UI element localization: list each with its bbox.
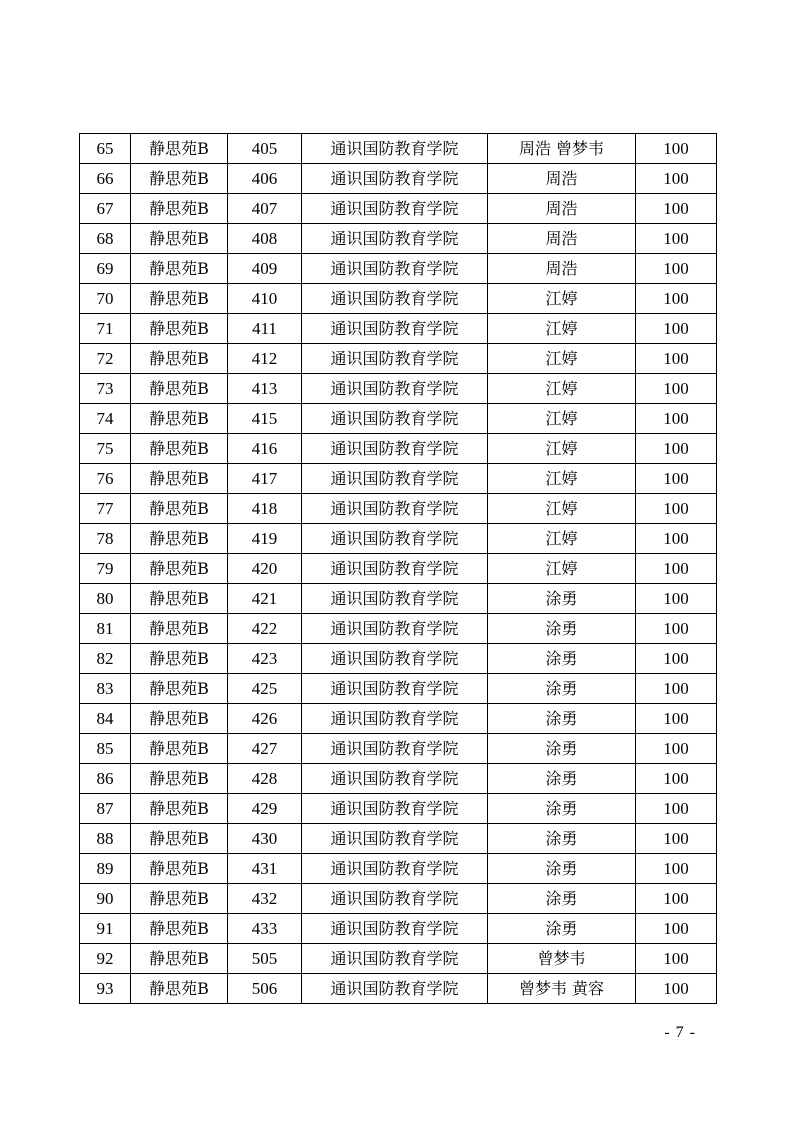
cell-building: 静思苑B bbox=[131, 524, 228, 554]
cell-capacity: 100 bbox=[636, 824, 717, 854]
cell-building: 静思苑B bbox=[131, 734, 228, 764]
cell-person: 涂勇 bbox=[488, 794, 636, 824]
cell-college: 通识国防教育学院 bbox=[302, 794, 488, 824]
cell-college: 通识国防教育学院 bbox=[302, 884, 488, 914]
page-number: - 7 - bbox=[664, 1024, 696, 1041]
cell-college: 通识国防教育学院 bbox=[302, 404, 488, 434]
cell-building: 静思苑B bbox=[131, 284, 228, 314]
table-row bbox=[80, 584, 717, 614]
cell-building: 静思苑B bbox=[131, 494, 228, 524]
table-row bbox=[80, 494, 717, 524]
cell-college: 通识国防教育学院 bbox=[302, 434, 488, 464]
table-row bbox=[80, 284, 717, 314]
cell-college: 通识国防教育学院 bbox=[302, 764, 488, 794]
cell-person: 涂勇 bbox=[488, 764, 636, 794]
cell-college: 通识国防教育学院 bbox=[302, 314, 488, 344]
cell-college: 通识国防教育学院 bbox=[302, 284, 488, 314]
cell-capacity: 100 bbox=[636, 734, 717, 764]
cell-building: 静思苑B bbox=[131, 974, 228, 1004]
cell-building: 静思苑B bbox=[131, 134, 228, 164]
cell-college: 通识国防教育学院 bbox=[302, 914, 488, 944]
cell-number: 72 bbox=[80, 344, 131, 374]
cell-number: 76 bbox=[80, 464, 131, 494]
cell-capacity: 100 bbox=[636, 554, 717, 584]
cell-building: 静思苑B bbox=[131, 884, 228, 914]
cell-college: 通识国防教育学院 bbox=[302, 614, 488, 644]
cell-building: 静思苑B bbox=[131, 554, 228, 584]
cell-building: 静思苑B bbox=[131, 644, 228, 674]
cell-room: 415 bbox=[228, 404, 302, 434]
cell-room: 422 bbox=[228, 614, 302, 644]
cell-building: 静思苑B bbox=[131, 794, 228, 824]
cell-capacity: 100 bbox=[636, 764, 717, 794]
cell-room: 430 bbox=[228, 824, 302, 854]
table-row bbox=[80, 464, 717, 494]
cell-room: 431 bbox=[228, 854, 302, 884]
cell-building: 静思苑B bbox=[131, 944, 228, 974]
cell-room: 432 bbox=[228, 884, 302, 914]
cell-person: 涂勇 bbox=[488, 734, 636, 764]
cell-person: 周浩 曾梦韦 bbox=[488, 134, 636, 164]
cell-building: 静思苑B bbox=[131, 764, 228, 794]
cell-number: 83 bbox=[80, 674, 131, 704]
table-row bbox=[80, 434, 717, 464]
table-row bbox=[80, 254, 717, 284]
cell-room: 417 bbox=[228, 464, 302, 494]
cell-building: 静思苑B bbox=[131, 164, 228, 194]
cell-building: 静思苑B bbox=[131, 344, 228, 374]
table-row bbox=[80, 674, 717, 704]
cell-building: 静思苑B bbox=[131, 314, 228, 344]
cell-room: 410 bbox=[228, 284, 302, 314]
table-row bbox=[80, 344, 717, 374]
cell-building: 静思苑B bbox=[131, 854, 228, 884]
cell-college: 通识国防教育学院 bbox=[302, 974, 488, 1004]
cell-room: 425 bbox=[228, 674, 302, 704]
cell-number: 84 bbox=[80, 704, 131, 734]
cell-building: 静思苑B bbox=[131, 254, 228, 284]
cell-number: 86 bbox=[80, 764, 131, 794]
cell-capacity: 100 bbox=[636, 284, 717, 314]
cell-capacity: 100 bbox=[636, 404, 717, 434]
table-row bbox=[80, 614, 717, 644]
cell-capacity: 100 bbox=[636, 254, 717, 284]
cell-building: 静思苑B bbox=[131, 224, 228, 254]
table-row bbox=[80, 944, 717, 974]
cell-room: 423 bbox=[228, 644, 302, 674]
cell-person: 江婷 bbox=[488, 284, 636, 314]
cell-college: 通识国防教育学院 bbox=[302, 494, 488, 524]
cell-capacity: 100 bbox=[636, 974, 717, 1004]
cell-room: 428 bbox=[228, 764, 302, 794]
cell-building: 静思苑B bbox=[131, 434, 228, 464]
table-row bbox=[80, 224, 717, 254]
cell-room: 408 bbox=[228, 224, 302, 254]
cell-building: 静思苑B bbox=[131, 614, 228, 644]
cell-college: 通识国防教育学院 bbox=[302, 824, 488, 854]
table-row bbox=[80, 164, 717, 194]
cell-college: 通识国防教育学院 bbox=[302, 704, 488, 734]
cell-person: 涂勇 bbox=[488, 914, 636, 944]
cell-capacity: 100 bbox=[636, 674, 717, 704]
cell-room: 405 bbox=[228, 134, 302, 164]
cell-number: 71 bbox=[80, 314, 131, 344]
table-row bbox=[80, 854, 717, 884]
cell-capacity: 100 bbox=[636, 434, 717, 464]
cell-building: 静思苑B bbox=[131, 584, 228, 614]
cell-college: 通识国防教育学院 bbox=[302, 554, 488, 584]
cell-capacity: 100 bbox=[636, 614, 717, 644]
cell-person: 江婷 bbox=[488, 434, 636, 464]
cell-number: 73 bbox=[80, 374, 131, 404]
cell-room: 505 bbox=[228, 944, 302, 974]
cell-person: 涂勇 bbox=[488, 704, 636, 734]
cell-room: 433 bbox=[228, 914, 302, 944]
cell-capacity: 100 bbox=[636, 224, 717, 254]
cell-person: 周浩 bbox=[488, 194, 636, 224]
cell-person: 江婷 bbox=[488, 314, 636, 344]
table-row bbox=[80, 404, 717, 434]
cell-person: 涂勇 bbox=[488, 674, 636, 704]
cell-number: 66 bbox=[80, 164, 131, 194]
table-row bbox=[80, 734, 717, 764]
cell-college: 通识国防教育学院 bbox=[302, 374, 488, 404]
cell-person: 涂勇 bbox=[488, 884, 636, 914]
cell-person: 涂勇 bbox=[488, 614, 636, 644]
room-assignment-table bbox=[79, 133, 717, 1004]
cell-capacity: 100 bbox=[636, 914, 717, 944]
cell-college: 通识国防教育学院 bbox=[302, 944, 488, 974]
cell-number: 87 bbox=[80, 794, 131, 824]
cell-college: 通识国防教育学院 bbox=[302, 164, 488, 194]
cell-capacity: 100 bbox=[636, 854, 717, 884]
cell-person: 江婷 bbox=[488, 554, 636, 584]
cell-number: 89 bbox=[80, 854, 131, 884]
cell-college: 通识国防教育学院 bbox=[302, 674, 488, 704]
table-row bbox=[80, 704, 717, 734]
cell-person: 周浩 bbox=[488, 254, 636, 284]
cell-room: 419 bbox=[228, 524, 302, 554]
table-row bbox=[80, 824, 717, 854]
table-row bbox=[80, 884, 717, 914]
cell-person: 江婷 bbox=[488, 374, 636, 404]
cell-room: 409 bbox=[228, 254, 302, 284]
cell-number: 75 bbox=[80, 434, 131, 464]
cell-college: 通识国防教育学院 bbox=[302, 464, 488, 494]
cell-number: 77 bbox=[80, 494, 131, 524]
cell-room: 506 bbox=[228, 974, 302, 1004]
cell-capacity: 100 bbox=[636, 524, 717, 554]
table-row bbox=[80, 194, 717, 224]
cell-building: 静思苑B bbox=[131, 824, 228, 854]
cell-person: 涂勇 bbox=[488, 854, 636, 884]
cell-capacity: 100 bbox=[636, 584, 717, 614]
cell-number: 93 bbox=[80, 974, 131, 1004]
cell-room: 427 bbox=[228, 734, 302, 764]
cell-capacity: 100 bbox=[636, 164, 717, 194]
cell-number: 67 bbox=[80, 194, 131, 224]
cell-person: 曾梦韦 黄容 bbox=[488, 974, 636, 1004]
cell-college: 通识国防教育学院 bbox=[302, 644, 488, 674]
cell-person: 江婷 bbox=[488, 524, 636, 554]
cell-number: 65 bbox=[80, 134, 131, 164]
cell-person: 江婷 bbox=[488, 494, 636, 524]
cell-building: 静思苑B bbox=[131, 404, 228, 434]
table-row bbox=[80, 314, 717, 344]
cell-number: 81 bbox=[80, 614, 131, 644]
cell-person: 涂勇 bbox=[488, 824, 636, 854]
cell-building: 静思苑B bbox=[131, 674, 228, 704]
cell-college: 通识国防教育学院 bbox=[302, 254, 488, 284]
cell-number: 82 bbox=[80, 644, 131, 674]
cell-capacity: 100 bbox=[636, 884, 717, 914]
cell-capacity: 100 bbox=[636, 374, 717, 404]
cell-number: 69 bbox=[80, 254, 131, 284]
cell-college: 通识国防教育学院 bbox=[302, 224, 488, 254]
cell-number: 79 bbox=[80, 554, 131, 584]
cell-building: 静思苑B bbox=[131, 194, 228, 224]
table-row bbox=[80, 794, 717, 824]
cell-number: 91 bbox=[80, 914, 131, 944]
cell-building: 静思苑B bbox=[131, 374, 228, 404]
table-row bbox=[80, 764, 717, 794]
table-row bbox=[80, 974, 717, 1004]
cell-number: 78 bbox=[80, 524, 131, 554]
cell-person: 江婷 bbox=[488, 344, 636, 374]
cell-capacity: 100 bbox=[636, 194, 717, 224]
cell-number: 85 bbox=[80, 734, 131, 764]
cell-college: 通识国防教育学院 bbox=[302, 344, 488, 374]
table-row bbox=[80, 524, 717, 554]
cell-capacity: 100 bbox=[636, 644, 717, 674]
cell-capacity: 100 bbox=[636, 494, 717, 524]
table-row bbox=[80, 134, 717, 164]
cell-number: 70 bbox=[80, 284, 131, 314]
cell-building: 静思苑B bbox=[131, 704, 228, 734]
cell-room: 412 bbox=[228, 344, 302, 374]
cell-room: 411 bbox=[228, 314, 302, 344]
table-body bbox=[80, 134, 717, 1004]
cell-person: 江婷 bbox=[488, 404, 636, 434]
cell-building: 静思苑B bbox=[131, 914, 228, 944]
cell-capacity: 100 bbox=[636, 944, 717, 974]
cell-college: 通识国防教育学院 bbox=[302, 584, 488, 614]
table-row bbox=[80, 374, 717, 404]
table-row bbox=[80, 644, 717, 674]
cell-college: 通识国防教育学院 bbox=[302, 134, 488, 164]
cell-capacity: 100 bbox=[636, 794, 717, 824]
cell-number: 88 bbox=[80, 824, 131, 854]
cell-person: 周浩 bbox=[488, 164, 636, 194]
cell-college: 通识国防教育学院 bbox=[302, 854, 488, 884]
cell-room: 406 bbox=[228, 164, 302, 194]
cell-room: 413 bbox=[228, 374, 302, 404]
cell-number: 74 bbox=[80, 404, 131, 434]
cell-building: 静思苑B bbox=[131, 464, 228, 494]
cell-room: 429 bbox=[228, 794, 302, 824]
cell-college: 通识国防教育学院 bbox=[302, 734, 488, 764]
cell-college: 通识国防教育学院 bbox=[302, 524, 488, 554]
table-row bbox=[80, 914, 717, 944]
cell-person: 涂勇 bbox=[488, 584, 636, 614]
cell-capacity: 100 bbox=[636, 134, 717, 164]
cell-number: 90 bbox=[80, 884, 131, 914]
cell-room: 420 bbox=[228, 554, 302, 584]
cell-capacity: 100 bbox=[636, 344, 717, 374]
cell-room: 426 bbox=[228, 704, 302, 734]
cell-room: 418 bbox=[228, 494, 302, 524]
cell-number: 92 bbox=[80, 944, 131, 974]
cell-person: 江婷 bbox=[488, 464, 636, 494]
cell-person: 涂勇 bbox=[488, 644, 636, 674]
cell-room: 407 bbox=[228, 194, 302, 224]
cell-capacity: 100 bbox=[636, 314, 717, 344]
table-row bbox=[80, 554, 717, 584]
cell-college: 通识国防教育学院 bbox=[302, 194, 488, 224]
cell-person: 周浩 bbox=[488, 224, 636, 254]
cell-number: 80 bbox=[80, 584, 131, 614]
cell-room: 421 bbox=[228, 584, 302, 614]
cell-room: 416 bbox=[228, 434, 302, 464]
cell-capacity: 100 bbox=[636, 704, 717, 734]
cell-person: 曾梦韦 bbox=[488, 944, 636, 974]
cell-capacity: 100 bbox=[636, 464, 717, 494]
cell-number: 68 bbox=[80, 224, 131, 254]
